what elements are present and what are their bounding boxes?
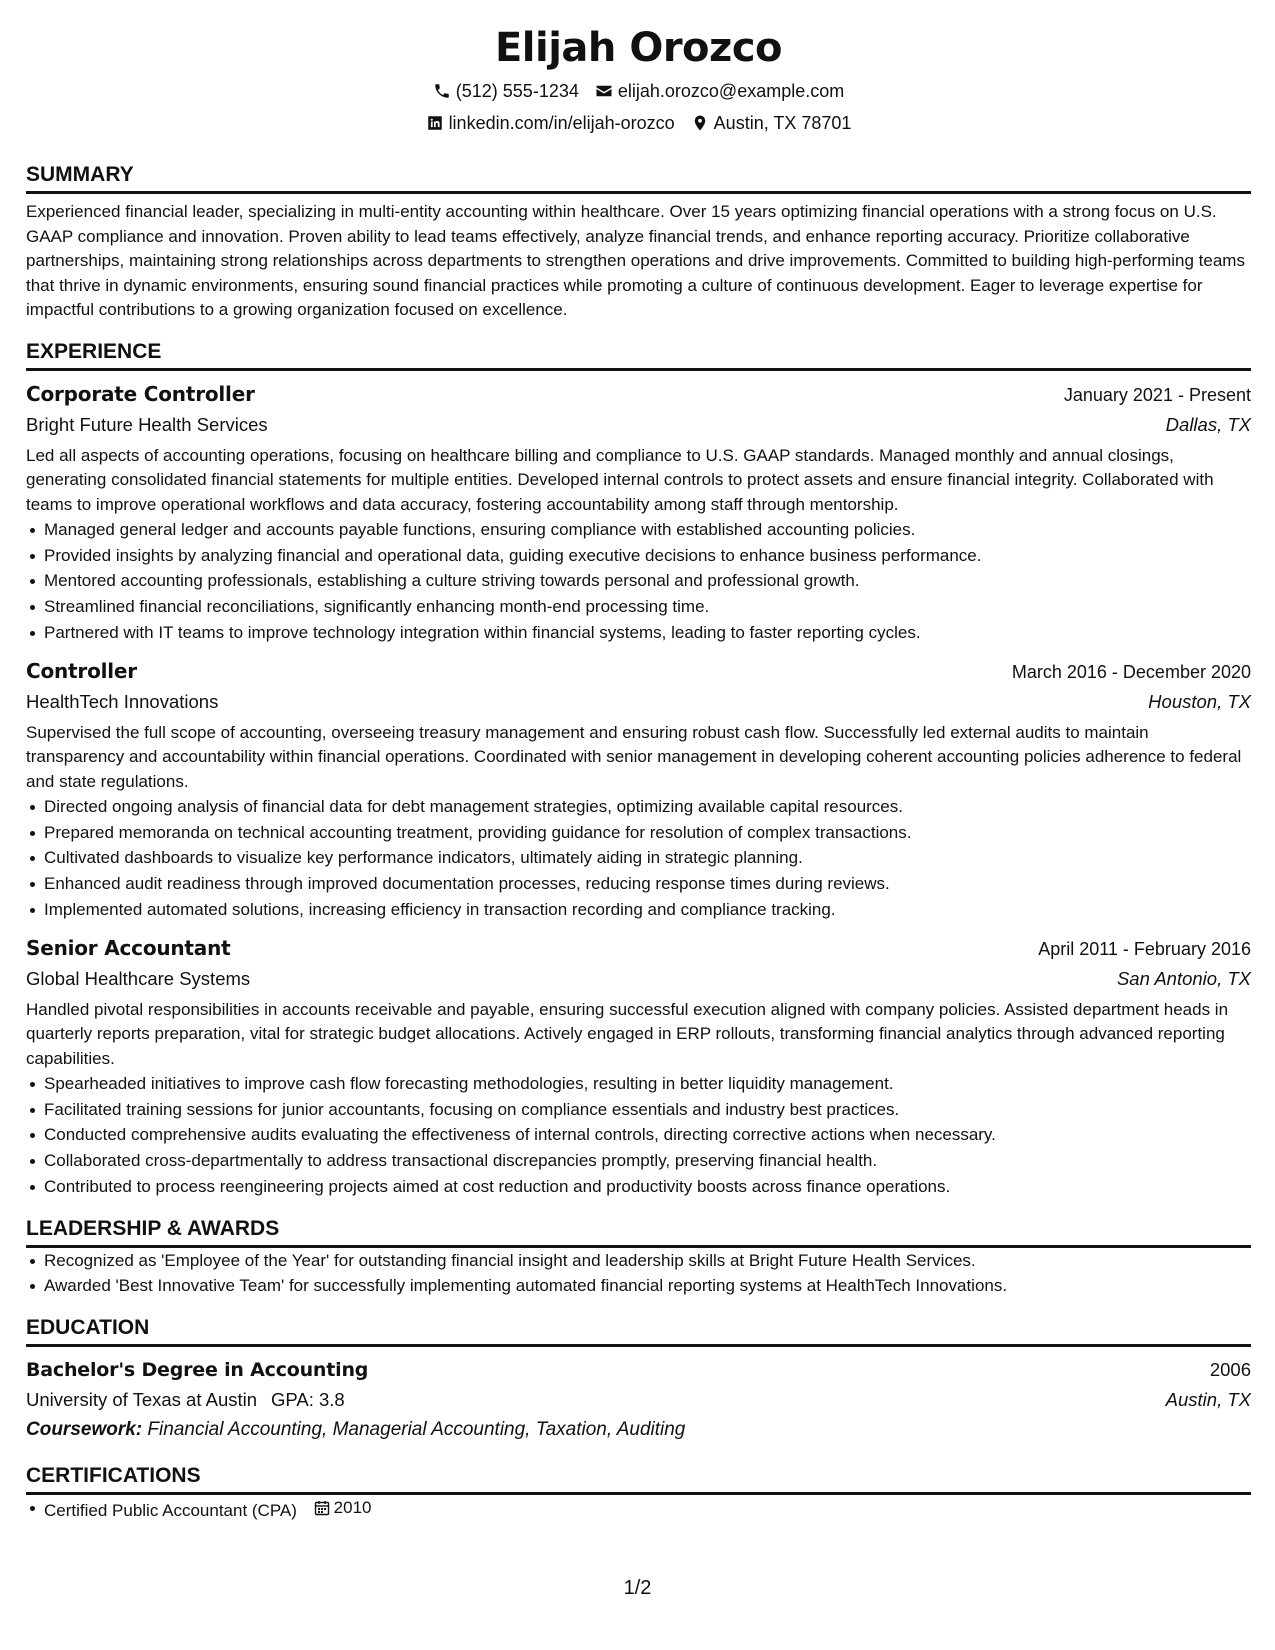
summary-section — [26, 162, 1251, 323]
job-dates: April 2011 - February 2016 — [1038, 938, 1251, 959]
list-item: Enhanced audit readiness through improved documentation processes, reducing response times during reviews. — [44, 871, 1251, 897]
contact-line-2 — [26, 112, 1251, 134]
job-bullets — [26, 517, 1251, 646]
job-description: Handled pivotal responsibilities in accounts receivable and payable, ensuring successful execution aligned with company policies. Assisted department heads in quarterly reports preparation, vital for strategic budget allocations. Actively engaged in ERP rollouts, transforming financial analytics through advanced reporting capabilities. — [26, 999, 1229, 1068]
list-item: Mentored accounting professionals, establishing a culture striving towards personal and professional growth. — [44, 568, 1251, 594]
graduation-year: 2006 — [1209, 1358, 1251, 1380]
list-item: Recognized as 'Employee of the Year' for outstanding financial insight and leadership skills at Bright Future Health Services. — [44, 1248, 1251, 1274]
certification-name: Certified Public Accountant (CPA) — [44, 1500, 297, 1520]
job-description: Led all aspects of accounting operations, focusing on healthcare billing and compliance to U.S. GAAP standards. Managed monthly and annual closings, generating consolidated financial statements for multiple entities. Developed internal controls to protect assets and ensure financial integrity. Collaborated with teams to improve operational workflows and data accuracy, fostering accountability among staff through mentorship. — [26, 445, 1214, 514]
job-location: San Antonio, TX — [1116, 967, 1251, 989]
list-item: Partnered with IT teams to improve technology integration within financial systems, leading to faster reporting cycles. — [44, 620, 1251, 646]
linkedin-url[interactable]: linkedin.com/in/elijah-orozco — [448, 113, 675, 133]
contact-line-1 — [26, 80, 1251, 102]
job-title: Controller — [26, 658, 137, 683]
section-title-awards: LEADERSHIP & AWARDS — [26, 1216, 1251, 1248]
list-item: Provided insights by analyzing financial and operational data, guiding executive decisions to enhance business performance. — [44, 543, 1251, 569]
certifications-list — [26, 1495, 1251, 1524]
list-item: Facilitated training sessions for junior accountants, focusing on compliance essentials and industry best practices. — [44, 1097, 1251, 1123]
school-name: University of Texas at Austin — [26, 1388, 258, 1410]
coursework-list: Financial Accounting, Managerial Accounting, Taxation, Auditing — [147, 1418, 686, 1440]
job-entry — [26, 379, 1251, 646]
job-dates: January 2021 - Present — [1063, 384, 1251, 405]
email-address[interactable]: elijah.orozco@example.com — [617, 81, 845, 101]
resume-page — [26, 0, 1251, 1524]
list-item: Implemented automated solutions, increasing efficiency in transaction recording and compliance tracking. — [44, 897, 1251, 923]
coursework-label: Coursework: — [26, 1418, 143, 1440]
coursework — [26, 1415, 1251, 1445]
list-item: Collaborated cross-departmentally to address transactional discrepancies promptly, preserving financial health. — [44, 1148, 1251, 1174]
section-title-certifications: CERTIFICATIONS — [26, 1463, 1251, 1495]
email-contact[interactable] — [595, 80, 844, 102]
awards-list — [26, 1248, 1251, 1299]
section-title-education: EDUCATION — [26, 1315, 1251, 1347]
list-item: Managed general ledger and accounts payable functions, ensuring compliance with established accounting policies. — [44, 517, 1251, 543]
list-item: Awarded 'Best Innovative Team' for successfully implementing automated financial reporting systems at HealthTech Innovations. — [44, 1273, 1251, 1299]
certification-year: 2010 — [333, 1497, 372, 1517]
envelope-icon — [595, 82, 613, 100]
job-bullets — [26, 794, 1251, 923]
job-location: Dallas, TX — [1165, 413, 1251, 435]
degree-name: Bachelor's Degree in Accounting — [26, 1358, 369, 1381]
calendar-icon — [314, 1500, 330, 1516]
job-description: Supervised the full scope of accounting, overseeing treasury management and ensuring robust cash flow. Successfully led external audits to maintain transparency and accountability within financial operations. Coordinated with senior management in developing coherent accounting policies adherence to federal and state regulations. — [26, 722, 1242, 791]
school-location: Austin, TX — [1165, 1388, 1251, 1410]
list-item: Prepared memoranda on technical accounting treatment, providing guidance for resolution of complex transactions. — [44, 820, 1251, 846]
map-marker-icon — [691, 114, 709, 132]
phone-icon — [433, 82, 451, 100]
candidate-name: Elijah Orozco — [494, 25, 783, 71]
phone-contact — [433, 80, 579, 102]
location-contact — [691, 112, 852, 134]
phone-number: (512) 555-1234 — [455, 81, 579, 101]
job-entry — [26, 933, 1251, 1200]
list-item: Cultivated dashboards to visualize key performance indicators, ultimately aiding in strategic planning. — [44, 845, 1251, 871]
list-item: Contributed to process reengineering projects aimed at cost reduction and productivity boosts across finance operations. — [44, 1174, 1251, 1200]
job-location: Houston, TX — [1148, 690, 1251, 712]
job-dates: March 2016 - December 2020 — [1011, 661, 1251, 682]
company-name: Global Healthcare Systems — [26, 967, 251, 989]
job-entry — [26, 656, 1251, 923]
job-title: Corporate Controller — [26, 381, 255, 406]
page-number: 1/2 — [623, 1577, 652, 1599]
job-bullets — [26, 1071, 1251, 1200]
awards-section — [26, 1216, 1251, 1299]
company-name: Bright Future Health Services — [26, 413, 268, 435]
education-section — [26, 1315, 1251, 1445]
resume-header — [26, 0, 1251, 134]
list-item: Directed ongoing analysis of financial data for debt management strategies, optimizing available capital resources. — [44, 794, 1251, 820]
home-location: Austin, TX 78701 — [713, 113, 852, 133]
list-item: Spearheaded initiatives to improve cash flow forecasting methodologies, resulting in better liquidity management. — [44, 1071, 1251, 1097]
certifications-section — [26, 1463, 1251, 1524]
gpa: GPA: 3.8 — [271, 1388, 345, 1410]
summary-text: Experienced financial leader, specializing in multi-entity accounting within healthcare. Over 15 years optimizing financial operations with a strong focus on U.S. GAAP compliance and innovation. Proven ability to lead teams effectively, analyze financial trends, and enhance reporting accuracy. Prioritize collaborative partnerships, maintaining strong relationships across departments to strengthen operations and drive improvements. Committed to building high-performing teams that thrive in dynamic environments, ensuring sound financial practices while promoting a culture of continuous development. Eager to leverage expertise for impactful contributions to a growing organization focused on excellence. — [26, 202, 1245, 319]
section-title-experience: EXPERIENCE — [26, 339, 1251, 371]
education-entry — [26, 1355, 1251, 1445]
linkedin-icon — [426, 114, 444, 132]
list-item — [44, 1495, 1251, 1524]
section-title-summary: SUMMARY — [26, 162, 1251, 194]
list-item: Streamlined financial reconciliations, significantly enhancing month-end processing time. — [44, 594, 1251, 620]
job-title: Senior Accountant — [26, 935, 231, 960]
experience-section — [26, 339, 1251, 1200]
linkedin-contact[interactable] — [426, 112, 675, 134]
certification-date — [314, 1495, 372, 1521]
company-name: HealthTech Innovations — [26, 690, 219, 712]
list-item: Conducted comprehensive audits evaluating the effectiveness of internal controls, directing corrective actions when necessary. — [44, 1122, 1251, 1148]
